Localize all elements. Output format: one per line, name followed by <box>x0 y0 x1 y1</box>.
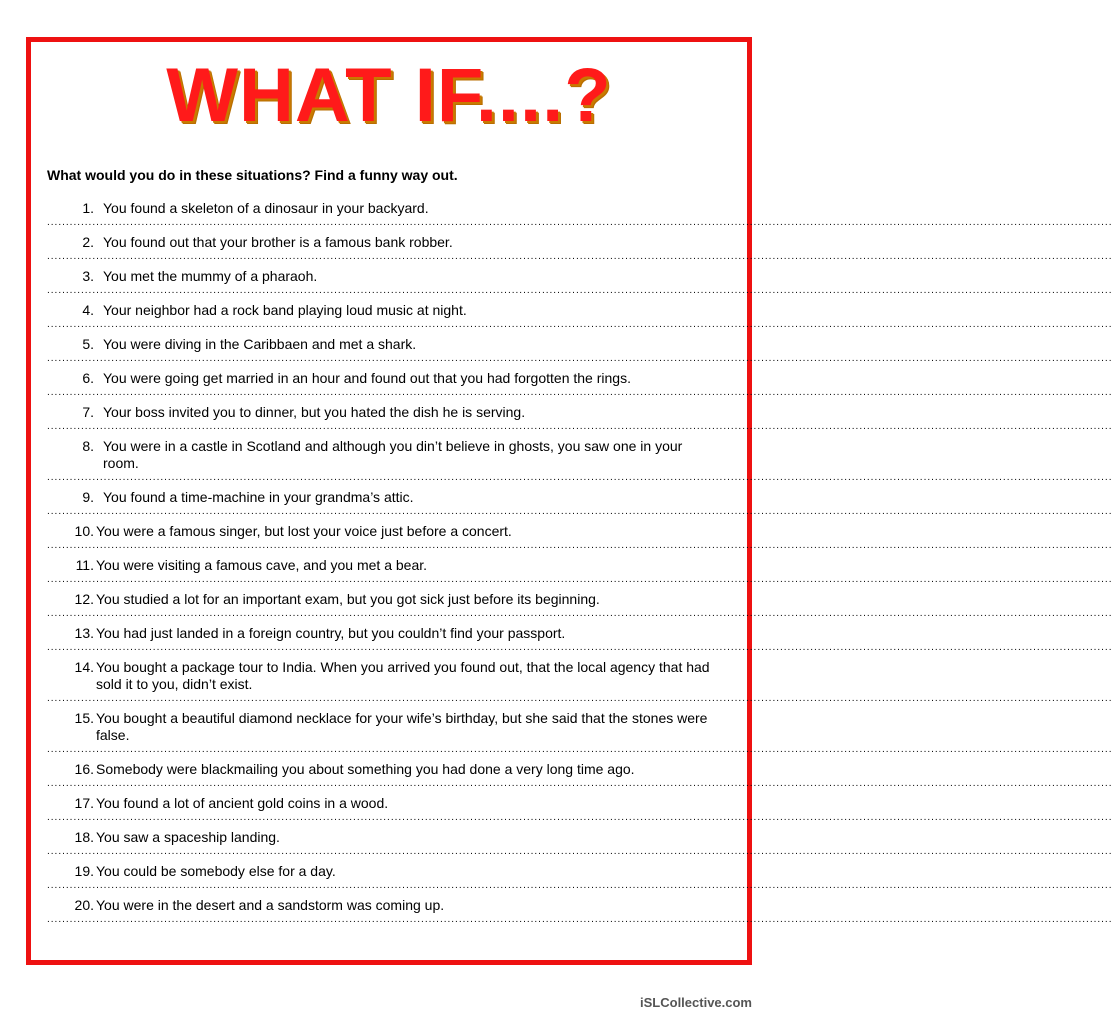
answer-line[interactable]: .......................................................................................................................................................................................................................................................................................... <box>47 778 1113 789</box>
question-item <box>47 829 1113 857</box>
question-text: You were going get married in an hour and found out that you had forgotten the rings. <box>103 370 631 386</box>
answer-line[interactable]: .......................................................................................................................................................................................................................................................................................... <box>47 642 1113 653</box>
answer-line[interactable]: .......................................................................................................................................................................................................................................................................................... <box>47 540 1113 551</box>
question-list <box>47 200 1113 931</box>
question-item <box>47 591 1113 619</box>
question-row <box>47 710 719 744</box>
question-item <box>47 438 1113 483</box>
answer-line[interactable]: .......................................................................................................................................................................................................................................................................................... <box>47 608 1113 619</box>
question-number: 9. <box>82 489 94 505</box>
question-row <box>47 302 719 319</box>
question-item <box>47 795 1113 823</box>
question-number: 8. <box>82 438 94 454</box>
question-text: Your boss invited you to dinner, but you hated the dish he is serving. <box>103 404 526 420</box>
question-row <box>47 863 719 880</box>
question-text: You found out that your brother is a famous bank robber. <box>103 234 453 250</box>
question-number: 7. <box>82 404 94 420</box>
question-number: 4. <box>82 302 94 318</box>
answer-line[interactable]: .......................................................................................................................................................................................................................................................................................... <box>47 846 1113 857</box>
answer-line[interactable]: .......................................................................................................................................................................................................................................................................................... <box>47 387 1113 398</box>
question-text: You found a skeleton of a dinosaur in your backyard. <box>103 200 429 216</box>
question-text: You had just landed in a foreign country, but you couldn’t find your passport. <box>96 625 566 641</box>
question-text: Somebody were blackmailing you about something you had done a very long time ago. <box>96 761 635 777</box>
question-text: You were in the desert and a sandstorm was coming up. <box>96 897 445 913</box>
question-number: 13. <box>74 625 94 641</box>
answer-line[interactable]: .......................................................................................................................................................................................................................................................................................... <box>47 251 1113 262</box>
instructions: What would you do in these situations? Find a funny way out. <box>47 167 458 183</box>
question-number: 10. <box>74 523 94 539</box>
question-text: You bought a package tour to India. When you arrived you found out, that the local agency that had sold it to you, didn’t exist. <box>96 659 710 692</box>
question-row <box>47 200 719 217</box>
worksheet-title: WHAT IF....? <box>166 53 612 138</box>
answer-line[interactable]: .......................................................................................................................................................................................................................................................................................... <box>47 353 1113 364</box>
question-number: 6. <box>82 370 94 386</box>
answer-line[interactable]: .......................................................................................................................................................................................................................................................................................... <box>47 217 1113 228</box>
question-item <box>47 489 1113 517</box>
question-row <box>47 829 719 846</box>
question-text: You could be somebody else for a day. <box>96 863 336 879</box>
answer-line[interactable]: .......................................................................................................................................................................................................................................................................................... <box>47 812 1113 823</box>
question-item <box>47 710 1113 755</box>
question-item <box>47 302 1113 330</box>
answer-line[interactable]: .......................................................................................................................................................................................................................................................................................... <box>47 472 1113 483</box>
question-text: You were visiting a famous cave, and you met a bear. <box>96 557 428 573</box>
question-row <box>47 625 719 642</box>
answer-line[interactable]: .......................................................................................................................................................................................................................................................................................... <box>47 285 1113 296</box>
question-item <box>47 200 1113 228</box>
question-number: 18. <box>74 829 94 845</box>
answer-line[interactable]: .......................................................................................................................................................................................................................................................................................... <box>47 421 1113 432</box>
question-text: You studied a lot for an important exam, but you got sick just before its beginning. <box>96 591 600 607</box>
question-item <box>47 523 1113 551</box>
question-number: 15. <box>74 710 94 726</box>
site-watermark: iSLCollective.com <box>640 995 752 1010</box>
question-number: 12. <box>74 591 94 607</box>
question-row <box>47 897 719 914</box>
question-row <box>47 268 719 285</box>
question-text: You bought a beautiful diamond necklace for your wife’s birthday, but she said that the stones were false. <box>96 710 708 743</box>
answer-line[interactable]: .......................................................................................................................................................................................................................................................................................... <box>47 506 1113 517</box>
question-row <box>47 523 719 540</box>
question-item <box>47 234 1113 262</box>
question-item <box>47 370 1113 398</box>
question-row <box>47 336 719 353</box>
question-number: 5. <box>82 336 94 352</box>
question-row <box>47 591 719 608</box>
question-text: You were diving in the Caribbaen and met a shark. <box>103 336 417 352</box>
question-item <box>47 863 1113 891</box>
question-number: 11. <box>75 557 94 573</box>
answer-line[interactable]: .......................................................................................................................................................................................................................................................................................... <box>47 880 1113 891</box>
question-number: 1. <box>82 200 94 216</box>
question-row <box>47 404 719 421</box>
question-item <box>47 268 1113 296</box>
question-row <box>47 489 719 506</box>
question-item <box>47 625 1113 653</box>
question-row <box>47 234 719 251</box>
question-number: 19. <box>74 863 94 879</box>
question-number: 14. <box>74 659 94 675</box>
question-text: Your neighbor had a rock band playing loud music at night. <box>103 302 467 318</box>
question-text: You found a time-machine in your grandma’s attic. <box>103 489 414 505</box>
question-number: 2. <box>82 234 94 250</box>
question-number: 17. <box>74 795 94 811</box>
answer-line[interactable]: .......................................................................................................................................................................................................................................................................................... <box>47 574 1113 585</box>
question-row <box>47 370 719 387</box>
question-item <box>47 659 1113 704</box>
question-number: 20. <box>74 897 94 913</box>
question-text: You were in a castle in Scotland and although you din’t believe in ghosts, you saw one in your room. <box>103 438 683 471</box>
answer-line[interactable]: .......................................................................................................................................................................................................................................................................................... <box>47 693 1113 704</box>
question-text: You met the mummy of a pharaoh. <box>103 268 318 284</box>
question-item <box>47 761 1113 789</box>
question-text: You found a lot of ancient gold coins in a wood. <box>96 795 389 811</box>
answer-line[interactable]: .......................................................................................................................................................................................................................................................................................... <box>47 319 1113 330</box>
answer-line[interactable]: .......................................................................................................................................................................................................................................................................................... <box>47 914 1113 925</box>
question-row <box>47 557 719 574</box>
worksheet-frame <box>26 37 1113 965</box>
question-text: You saw a spaceship landing. <box>96 829 280 845</box>
question-row <box>47 438 719 472</box>
question-number: 16. <box>74 761 94 777</box>
question-item <box>47 557 1113 585</box>
answer-line[interactable]: .......................................................................................................................................................................................................................................................................................... <box>47 744 1113 755</box>
question-text: You were a famous singer, but lost your voice just before a concert. <box>96 523 512 539</box>
question-row <box>47 659 719 693</box>
question-number: 3. <box>82 268 94 284</box>
question-item <box>47 404 1113 432</box>
question-row <box>47 761 719 778</box>
question-item <box>47 897 1113 925</box>
question-item <box>47 336 1113 364</box>
question-row <box>47 795 719 812</box>
